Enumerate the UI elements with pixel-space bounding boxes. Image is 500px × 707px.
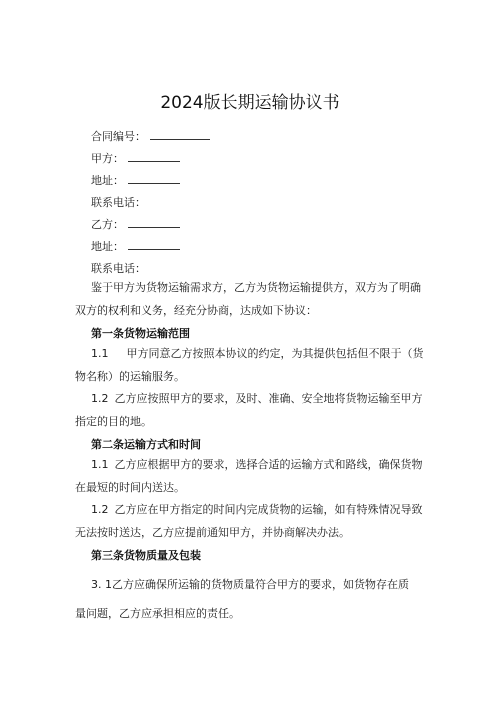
- clause-number: 1.1: [91, 458, 109, 471]
- contract-number-field: [91, 128, 210, 144]
- clause-number: 1.2: [91, 392, 109, 405]
- address-a-label: 地址：: [91, 174, 124, 187]
- party-a-label: 甲方：: [91, 152, 124, 165]
- clause-text: 在最短的时间内送达。: [75, 481, 185, 494]
- party-b-blank: [128, 217, 180, 228]
- clause-text: 物名称）的运输服务。: [75, 370, 185, 383]
- clause-text: 乙方应确保所运输的货物质量符合甲方的要求，如货物存在质: [112, 578, 409, 591]
- clause: [75, 342, 430, 388]
- clause-text: 量问题，乙方应承担相应的责任。: [75, 607, 240, 620]
- contract-number-label: 合同编号：: [91, 130, 146, 143]
- clause-number: 1.2: [91, 503, 109, 516]
- contract-number-blank: [150, 129, 210, 140]
- phone-a-field: [91, 194, 146, 210]
- phone-a-label: 联系电话：: [91, 196, 146, 209]
- clause-number: 1.1: [91, 347, 109, 360]
- section-heading: 第二条运输方式和时间: [91, 438, 201, 451]
- clause-text: 无法按时送达，乙方应提前通知甲方，并协商解决办法。: [75, 526, 350, 539]
- party-b-label: 乙方：: [91, 218, 124, 231]
- clause-text: 乙方应根据甲方的要求，选择合适的运输方式和路线，确保货物: [114, 458, 423, 471]
- address-b-label: 地址：: [91, 240, 124, 253]
- party-b-field: [91, 216, 180, 232]
- clause: [75, 453, 430, 499]
- clause-text: 乙方应在甲方指定的时间内完成货物的运输，如有特殊情况导致: [114, 503, 423, 516]
- document-title: 2024版长期运输协议书: [160, 93, 340, 113]
- address-b-blank: [128, 239, 180, 250]
- party-a-field: [91, 150, 180, 166]
- phone-b-label: 联系电话：: [91, 262, 146, 275]
- intro-line: 鉴于甲方为货物运输需求方，乙方为货物运输提供方，双方为了明确: [91, 281, 421, 294]
- clause-text: 甲方同意乙方按照本协议的约定，为其提供包括但不限于（货: [126, 347, 424, 360]
- party-a-blank: [128, 151, 180, 162]
- phone-b-field: [91, 260, 146, 276]
- section-heading: 第三条货物质量及包装: [91, 549, 201, 562]
- clause-number: 3. 1: [91, 578, 112, 591]
- clause: [75, 498, 430, 544]
- intro-line: 双方的权利和义务，经充分协商，达成如下协议：: [75, 304, 317, 317]
- clause-text: 乙方应按照甲方的要求，及时、准确、安全地将货物运输至甲方: [114, 392, 423, 405]
- clause-text: 指定的目的地。: [75, 415, 152, 428]
- section-heading: 第一条货物运输范围: [91, 327, 190, 340]
- address-a-field: [91, 172, 180, 188]
- clause: [75, 387, 430, 433]
- address-b-field: [91, 238, 180, 254]
- clause: [75, 570, 430, 628]
- intro-paragraph: [75, 276, 430, 322]
- address-a-blank: [128, 173, 180, 184]
